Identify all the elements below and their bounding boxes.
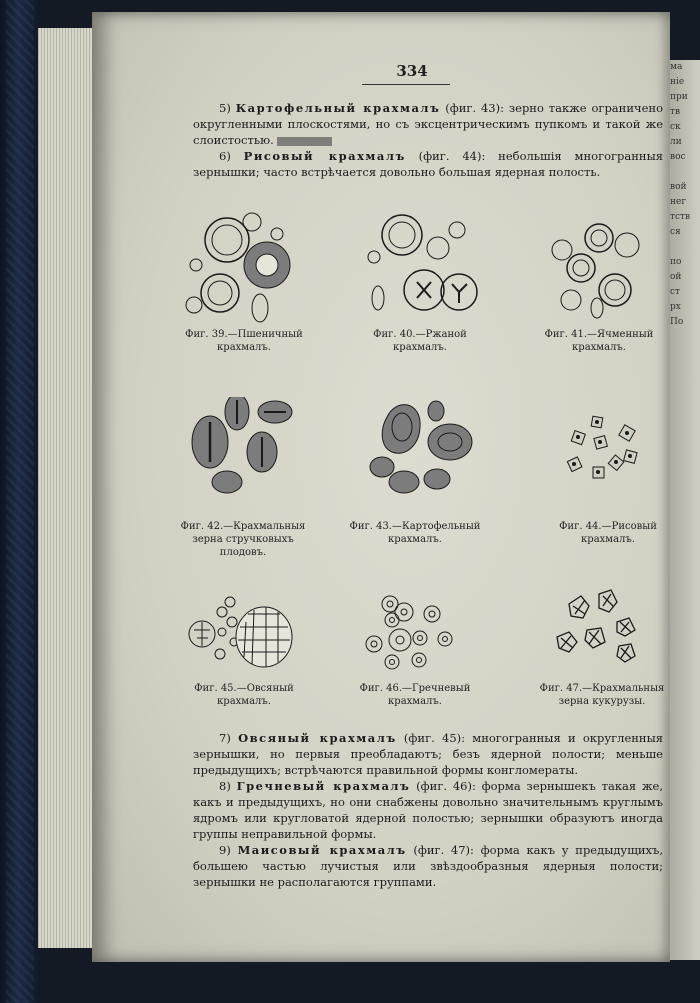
next-page-fragment: вой [670,182,687,192]
paragraph-number: 6) [219,149,231,163]
paragraph-9 [193,842,663,890]
figure-caption: Фиг. 45.—Овсяный крахмалъ. [194,683,294,707]
next-page-edge [666,60,700,960]
next-page-fragment: нiе [670,77,685,87]
text-block-bottom [193,730,663,890]
page-number-rule [362,84,450,85]
figure-caption: Фиг. 43.—Картофельный крахмалъ. [349,521,481,545]
paragraph-title: Маисовый крахмалъ [237,843,407,857]
figure-caption: Фиг. 44.—Рисовый крахмалъ. [559,521,657,545]
paragraph-body: (фиг. 43): зерно также ограничено округленными плоскостями, но съ эксцентрическимъ пупкомъ и такой же слоистостью. [193,101,663,147]
figure-caption: Фиг. 40.—Ржаной крахмалъ. [373,329,467,353]
barley-starch-drawing [547,210,667,325]
paragraph-body: (фиг. 44): небольшiя многогранныя зернышки; часто встрѣчается довольно большая ядерная полость. [193,149,663,179]
paragraph-title: Гречневый крахмалъ [236,779,411,793]
figure-39 [182,210,332,353]
paragraph-5 [193,100,663,148]
maize-starch-drawing [547,582,667,677]
figure-45 [182,582,332,707]
figure-caption: Фиг. 46.—Гречневый крахмалъ. [359,683,471,707]
figure-caption: Фиг. 47.—Крахмальныя зерна кукурузы. [539,683,665,707]
page-edges [38,28,95,948]
paragraph-6 [193,148,663,180]
next-page-fragment: ой [670,272,682,282]
paragraph-title: Рисовый крахмалъ [243,149,406,163]
next-page-fragment: тств [670,212,691,222]
paragraph-number: 5) [219,101,231,115]
wheat-starch-drawing [182,210,302,325]
figure-46 [359,582,512,707]
paragraph-body: (фиг. 45): многогранныя и округленныя зернышки, но первыя преобладаютъ; безъ ядерной полости; меньше предыдущихъ; встрѣчаются правильной формы конгломераты. [193,731,663,777]
book-page [92,12,670,962]
figure-caption: Фиг. 41.—Ячменный крахмалъ. [544,329,654,353]
figure-47 [539,582,697,707]
next-page-fragment: рх [670,302,681,312]
next-page-fragment: ск [670,122,681,132]
paragraph-7 [193,730,663,778]
rye-starch-drawing [362,210,482,325]
buckwheat-starch-drawing [362,582,482,677]
potato-starch-drawing [362,397,482,507]
next-page-fragment: ли [670,137,682,147]
paragraph-number: 9) [219,843,231,857]
paragraph-number: 7) [219,731,231,745]
paragraph-8 [193,778,663,842]
ink-smudge [277,137,332,146]
next-page-fragment: по [670,257,682,267]
paragraph-title: Картофельный крахмалъ [235,101,441,115]
figure-caption: Фиг. 42.—Крахмальныя зерна стручковыхъ плодовъ. [180,521,306,558]
paragraph-number: 8) [219,779,231,793]
next-page-fragment: ся [670,227,681,237]
figure-42 [180,397,332,558]
next-page-fragment: ма [670,62,683,72]
figure-43 [349,397,512,545]
spine-pattern [6,0,34,1003]
next-page-fragment: вос [670,152,686,162]
next-page-fragment: при [670,92,688,102]
paragraph-body: (фиг. 46): форма зернышекъ такая же, какъ и предыдущихъ, но они снабжены довольно значительнымъ круглымъ ядромъ или кругловатой ядерной полостью; зернышки образуютъ иногда группы неправильной формы. [193,779,664,841]
next-page-fragment [666,165,700,180]
rice-starch-drawing [547,397,667,507]
figure-caption: Фиг. 39.—Пшеничный крахмалъ. [185,329,303,353]
figure-41 [544,210,697,353]
oat-starch-drawing [182,582,302,677]
figure-44 [547,397,697,545]
next-page-fragment: По [670,317,684,327]
book-spine [0,0,40,1003]
page-number: 334 [396,62,428,80]
paragraph-body: (фиг. 47): форма какъ у предыдущихъ, большею частью лучистыя или звѣздообразныя ядерныя полости; зернышки не располагаются группами. [193,843,664,889]
paragraph-title: Овсяный крахмалъ [238,731,397,745]
next-page-fragment: ст [670,287,681,297]
legume-starch-drawing [182,397,302,507]
next-page-fragment: нег [670,197,687,207]
figure-40 [362,210,512,353]
next-page-fragment: тв [670,107,681,117]
text-block-top [193,100,663,180]
